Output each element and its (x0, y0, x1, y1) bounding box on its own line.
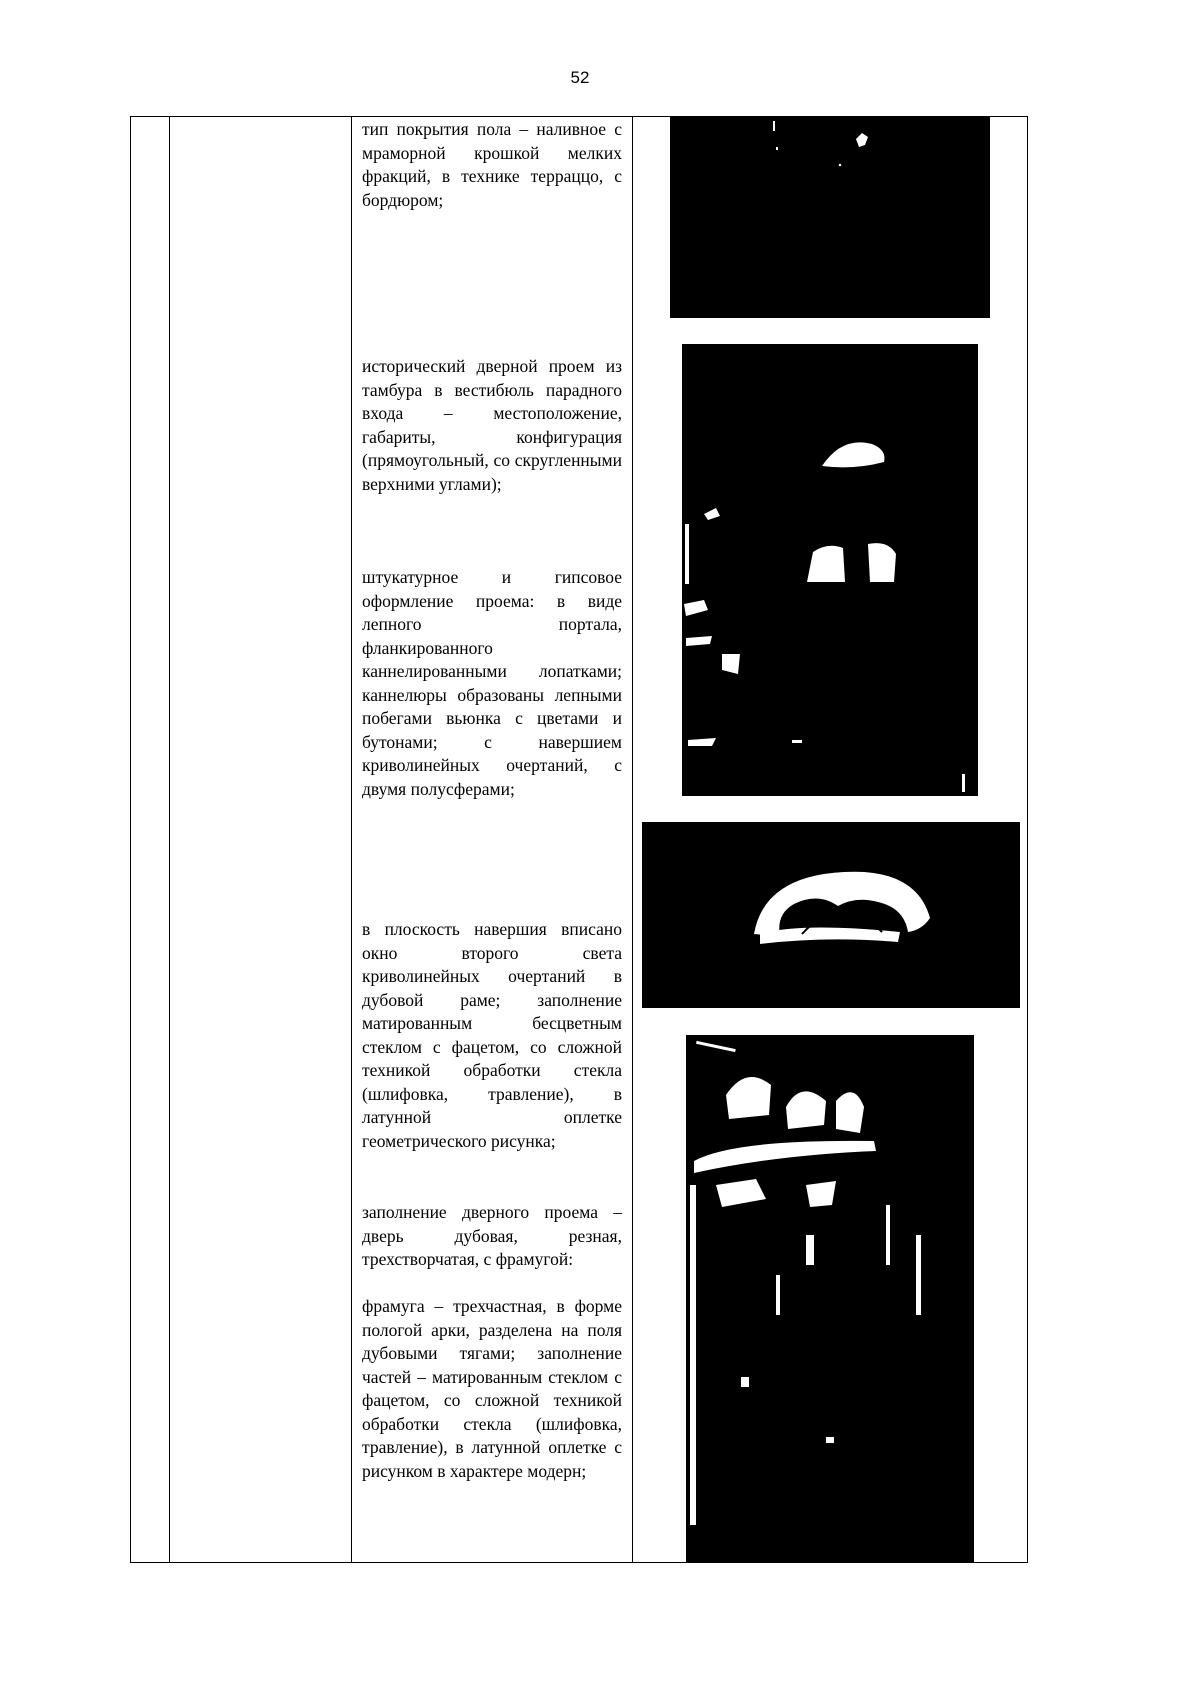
door-fill-description: заполнение дверного проема – дверь дубовая, резная, трехстворчатая, с фрамугой: (362, 1202, 622, 1269)
column-divider-2 (351, 117, 352, 1562)
transom-photo (686, 1035, 974, 1562)
floor-description: тип покрытия пола – наливное с мраморной крошкой мелких фракций, в технике терраццо, с бордюром; (362, 119, 622, 210)
portal-description: штукатурное и гипсовое оформление проема: в виде лепного портала, фланкированного каннелированными лопатками; каннелюры образованы лепными побегами вьюнка с цветами и бутонами; с навершием криволинейных очертаний, с двумя полусферами; (362, 567, 622, 799)
page-number: 52 (570, 68, 590, 87)
arch-window-photo (642, 822, 1020, 1008)
column-divider-1 (169, 117, 170, 1562)
floor-photo (670, 117, 990, 318)
window-description: в плоскость навершия вписано окно второго света криволинейных очертаний в дубовой раме; заполнение матированным бесцветным стеклом с фацетом, со сложной техникой обработки стекла (шлифовка, травление), в латунной оплетке геометрического рисунка; (362, 919, 622, 1151)
doorway-photo (682, 344, 978, 796)
column-divider-3 (632, 117, 633, 1562)
doorway-description: исторический дверной проем из тамбура в вестибюль парадного входа – местоположение, габариты, конфигурация (прямоугольный, со скругленными верхними углами); (362, 356, 622, 494)
transom-description: фрамуга – трехчастная, в форме пологой арки, разделена на поля дубовыми тягами; заполнение частей – матированным стеклом с фацетом, со сложной техникой обработки стекла (шлифовка, травление), в латунной оплетке с рисунком в характере модерн; (362, 1296, 622, 1481)
